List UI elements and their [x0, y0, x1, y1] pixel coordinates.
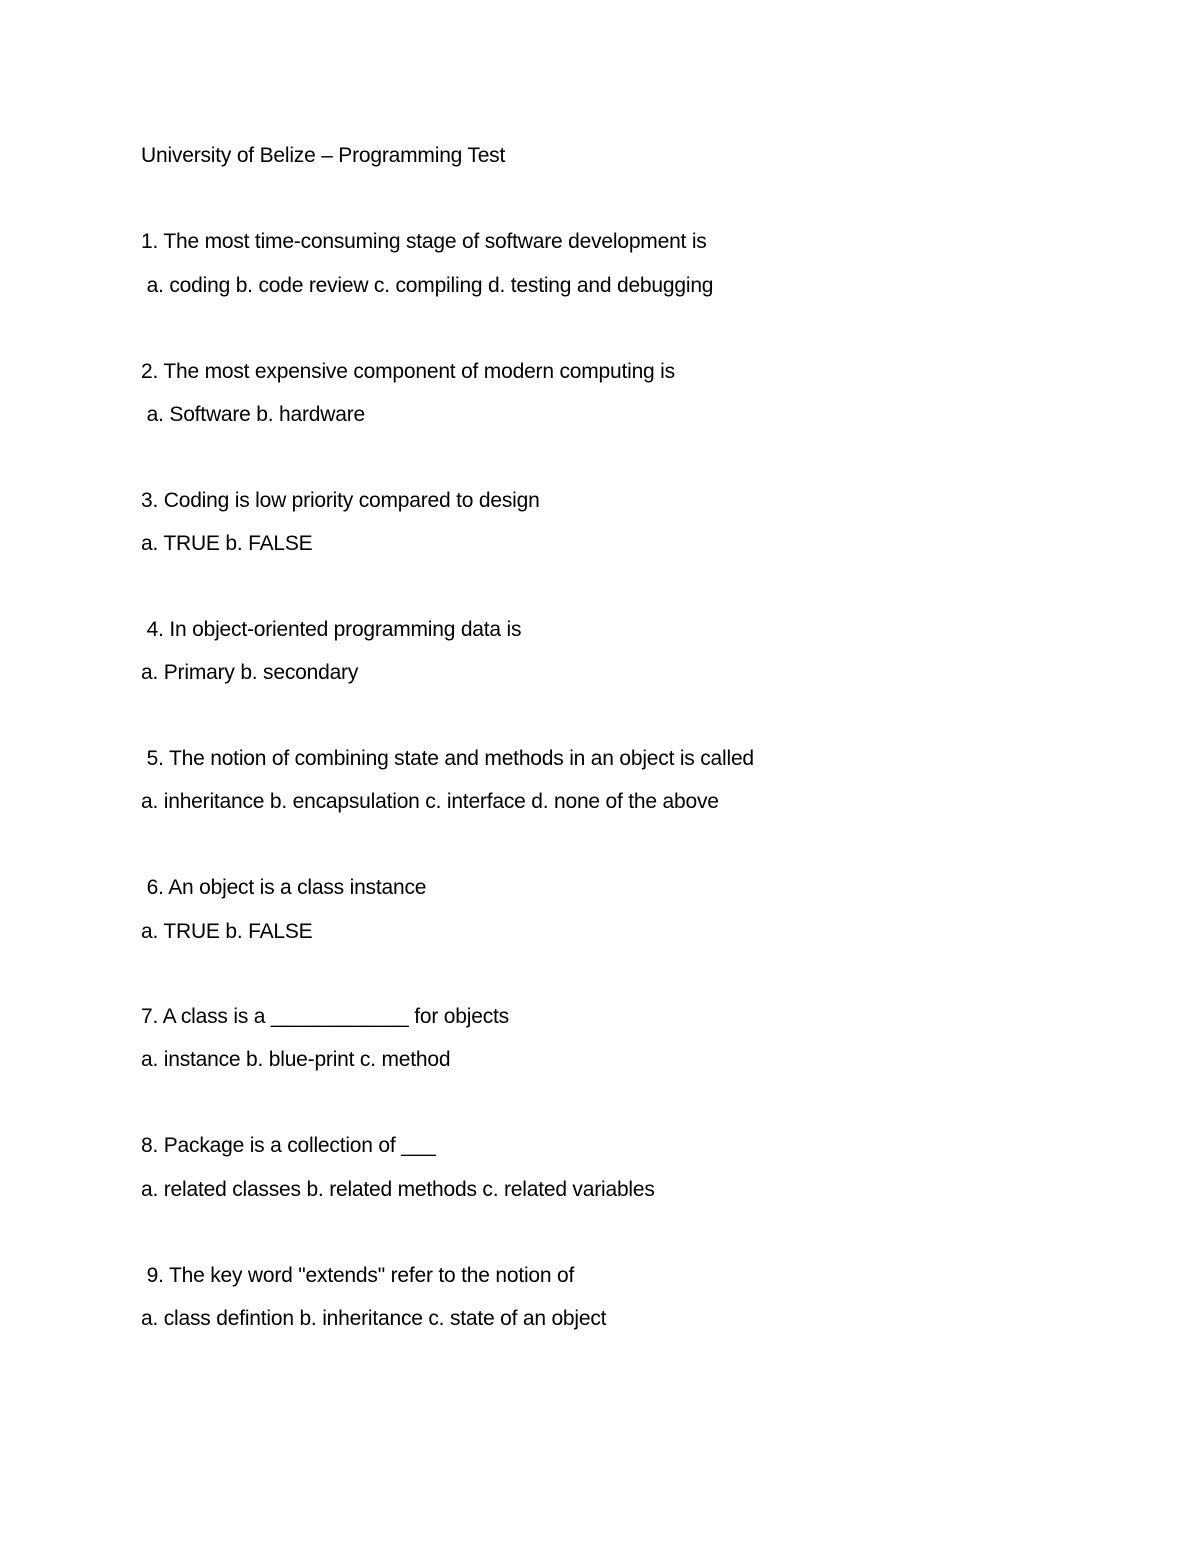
question-8-prompt: 8. Package is a collection of ___: [141, 1134, 436, 1157]
question-2-prompt: 2. The most expensive component of modern computing is: [141, 360, 675, 383]
question-9-options: a. class defintion b. inheritance c. state of an object: [141, 1307, 607, 1330]
question-9-prompt: 9. The key word "extends" refer to the notion of: [141, 1264, 575, 1287]
question-7-prompt: 7. A class is a ____________ for objects: [141, 1005, 509, 1028]
question-4-options: a. Primary b. secondary: [141, 661, 359, 684]
question-3-prompt: 3. Coding is low priority compared to design: [141, 489, 540, 512]
question-6-prompt: 6. An object is a class instance: [141, 876, 427, 899]
question-6-options: a. TRUE b. FALSE: [141, 920, 313, 943]
question-8-options: a. related classes b. related methods c. related variables: [141, 1178, 655, 1201]
page-title: University of Belize – Programming Test: [141, 144, 506, 167]
question-5-options: a. inheritance b. encapsulation c. interface d. none of the above: [141, 790, 719, 813]
question-5-prompt: 5. The notion of combining state and methods in an object is called: [141, 747, 754, 770]
question-2-options: a. Software b. hardware: [141, 403, 365, 426]
question-1-prompt: 1. The most time-consuming stage of software development is: [141, 230, 707, 253]
question-4-prompt: 4. In object-oriented programming data is: [141, 618, 522, 641]
question-7-options: a. instance b. blue-print c. method: [141, 1048, 451, 1071]
question-3-options: a. TRUE b. FALSE: [141, 532, 313, 555]
question-1-options: a. coding b. code review c. compiling d. testing and debugging: [141, 274, 714, 297]
